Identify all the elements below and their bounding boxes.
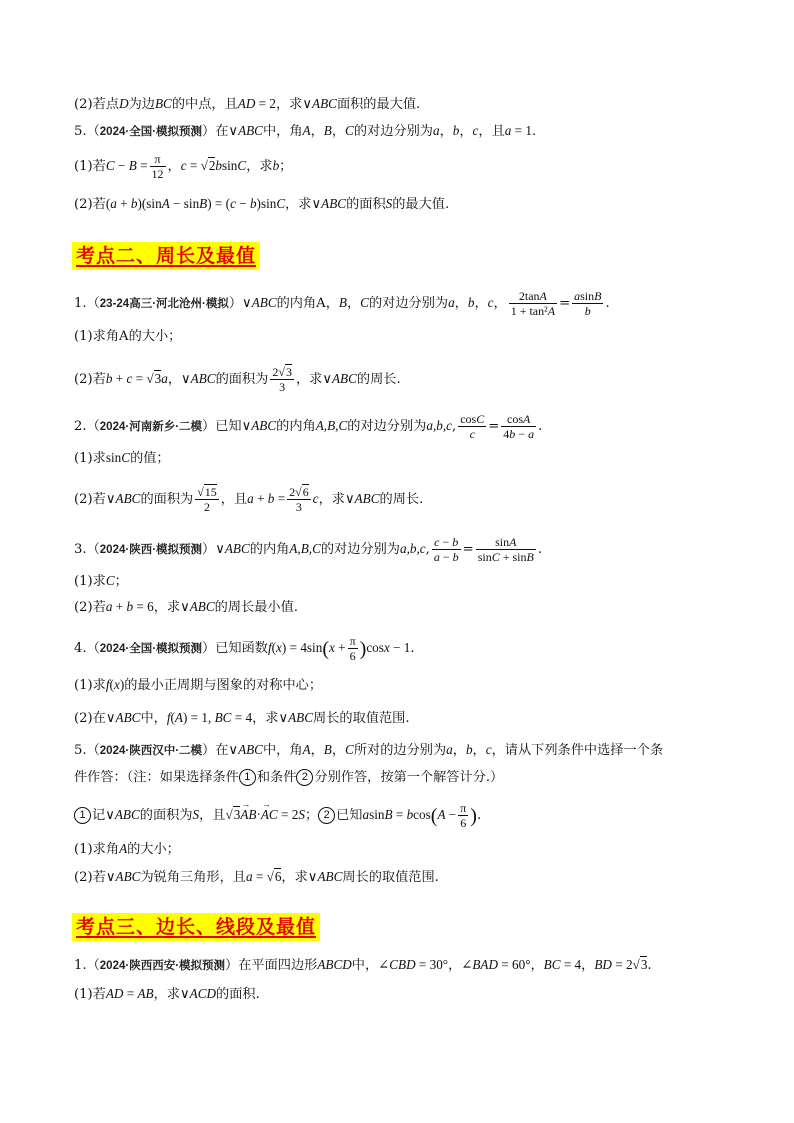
problem-4: 4.（2024·全国·模拟预测）已知函数f(x) = 4sin(x + $\frac{\pi}{6}$ )cosx − 1. — [74, 634, 415, 663]
problem-source: 2024·陕西·模拟预测 — [99, 544, 203, 556]
sub-question: (2)若b + c = √3a，∨ABC的面积为 $\frac{2√3}{3}$ ，求∨ABC的周长. — [74, 365, 401, 394]
problem-5: 5.（2024·陕西汉中·二模）在∨ABC中，角A，B，C所对的边分别为a，b，c，请从下列条件中选择一个条 — [74, 742, 664, 758]
problem-source: 2024·陕西西安·模拟预测 — [99, 960, 226, 972]
sub-question: (1)若AD = AB，求∨ACD的面积. — [74, 986, 260, 1002]
sub-question: (2)若a + b = 6，求∨ABC的周长最小值. — [74, 599, 298, 615]
problem-source: 2024·陕西汉中·二模 — [99, 745, 203, 757]
problem-2: 2.（2024·河南新乡·二模）已知∨ABC的内角A,B,C的对边分别为a,b,c, $\frac{\cos C}{c}$ = $\frac{\cos A}{4b - a}$ . — [74, 412, 543, 441]
problem-source: 2024·全国·模拟预测 — [99, 643, 203, 655]
problem-source: 2024·全国·模拟预测 — [99, 126, 203, 138]
condition-line: 1 记∨ABC的面积为S，且√3→ AB·→ AC = 2S； 2 已知asinB = bcos(A − $\frac{\pi}{6}$ ). — [74, 801, 481, 830]
sub-question: (1)求sinC的值； — [74, 450, 170, 466]
sub-question: (1)求角A的大小； — [74, 329, 182, 344]
problem-5: 5.（2024·全国·模拟预测）在∨ABC中，角A，B，C的对边分别为a，b，c，且a = 1. — [74, 123, 537, 139]
sub-question: (1)求C； — [74, 573, 128, 589]
text-line: 件作答：（注：如果选择条件 1 和条件 2 分别作答，按第一个解答计分.） — [74, 770, 504, 785]
sub-question: (2)若∨ABC的面积为 $\frac{√15}{2}$ ，且a + b = $\frac{2√6}{3}$ c，求∨ABC的周长. — [74, 485, 424, 514]
problem-1: 1.（23-24高三·河北沧州·模拟）∨ABC的内角A，B，C的对边分别为a，b，c， $\frac{2\tan A}{\text{1 + tan²A}}$ = $\frac{asinB}{b}$ . — [74, 289, 610, 318]
sub-question: (2)若(a + b)(sinA − sinB) = (c − b)sinC，求∨ABC的面积S的最大值. — [74, 196, 450, 212]
sub-question: (1)若C − B = $\frac{\pi}{12}$ ，c = √2bsinC，求b； — [74, 152, 293, 181]
problem-3: 3.（2024·陕西·模拟预测）∨ABC的内角A,B,C的对边分别为a,b,c, $\frac{c - b}{a - b}$ = $\frac{\sin A}{\sin C + \sin B}$ . — [74, 535, 543, 564]
section-title: 考点三、边长、线段及最值 — [72, 913, 320, 941]
sub-question: (1)求角A的大小； — [74, 841, 180, 857]
sub-question: (2)若∨ABC为锐角三角形，且a = √6，求∨ABC周长的取值范围. — [74, 869, 439, 885]
sub-question: (1)求f(x)的最小正周期与图象的对称中心； — [74, 677, 323, 693]
problem-1: 1.（2024·陕西西安·模拟预测）在平面四边形ABCD中，∠CBD = 30°，∠BAD = 60°，BC = 4，BD = 2√3. — [74, 957, 652, 973]
problem-source: 2024·河南新乡·二模 — [99, 421, 203, 433]
sub-question: (2)在∨ABC中，f(A) = 1, BC = 4，求∨ABC周长的取值范围. — [74, 710, 410, 726]
problem-source: 23-24高三·河北沧州·模拟 — [99, 298, 229, 310]
text-line: (2)若点D为边BC的中点，且AD = 2，求∨ABC面积的最大值. — [74, 96, 421, 112]
section-title: 考点二、周长及最值 — [72, 242, 260, 270]
